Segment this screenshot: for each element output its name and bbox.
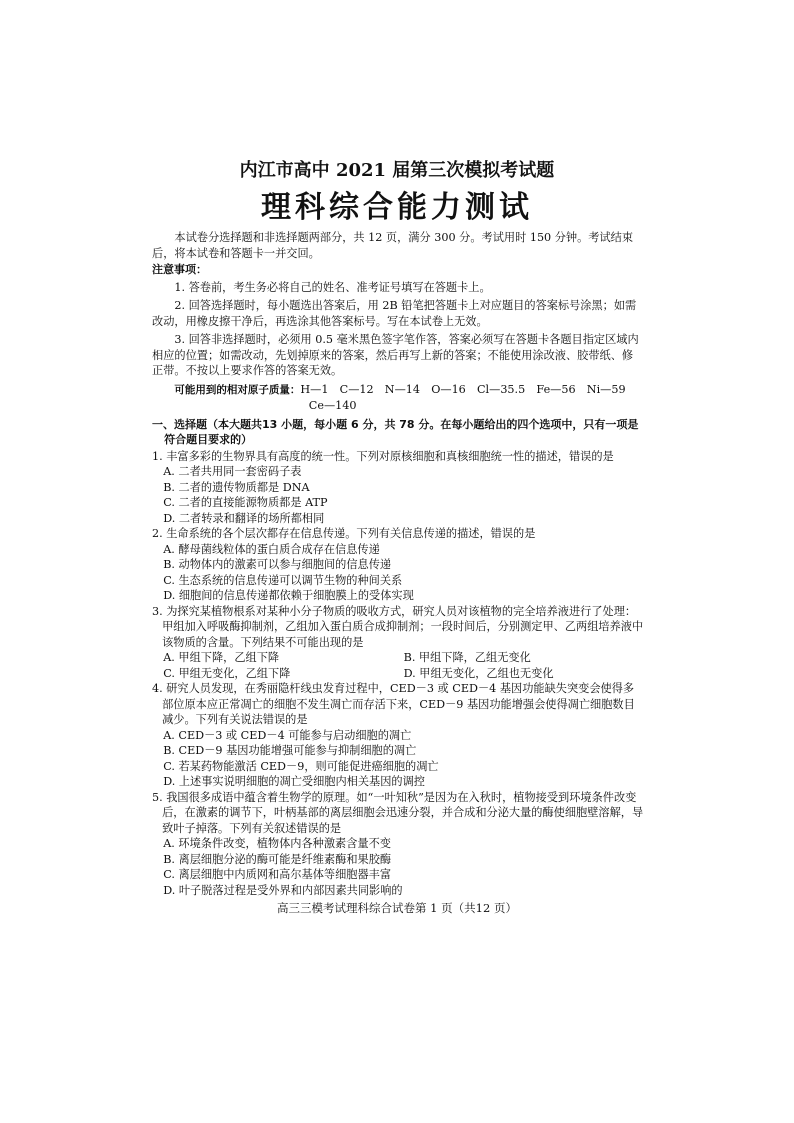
option: B. CED－9 基因功能增强可能参与抑制细胞的凋亡 [163,744,417,757]
notice-item: 1. 答卷前，考生务必将自己的姓名、准考证号填写在答题卡上。 [174,280,491,294]
atomic-masses-label: 可能用到的相对原子质量： [174,383,301,396]
question-stem: 1. 丰富多彩的生物界具有高度的统一性。下列对原核细胞和真核细胞统一性的描述，错误的是 [152,449,614,463]
section-heading: 一、选择题（本大题共13 小题，每小题 6 分，共 78 分。在每小题给出的四个选项中，只有一项是符合题目要求的） [152,417,639,446]
intro-paragraph: 本试卷分选择题和非选择题两部分，共 12 页，满分 300 分。考试用时 150 分钟。考试结束后，将本试卷和答题卡一并交回。 [152,231,634,260]
question-stem: 2. 生命系统的各个层次都存在信息传递。下列有关信息传递的描述，错误的是 [152,527,536,540]
atomic-masses [152,382,644,414]
option: B. 离层细胞分泌的酶可能是纤维素酶和果胶酶 [163,852,392,866]
notice-item: 3. 回答非选择题时，必须用 0.5 毫米黑色签字笔作答，答案必须写在答题卡各题目指定区域内相应的位置；如需改动，先划掉原来的答案，然后再写上新的答案；不能使用涂改液、胶带纸、修正带。不按以上要求作答的答案无效。 [152,333,639,377]
option: B. 二者的遗传物质都是 DNA [163,480,310,494]
option: D. 叶子脱落过程是受外界和内部因素共同影响的 [163,883,403,897]
notice-item: 2. 回答选择题时，每小题选出答案后，用 2B 铅笔把答题卡上对应题目的答案标号涂黑；如需改动，用橡皮擦干净后，再选涂其他答案标号。写在本试卷上无效。 [152,299,637,328]
page-footer: 高三三模考试理科综合试卷第 1 页（共12 页） [277,901,517,915]
question-stem: 5. 我国很多成语中蕴含着生物学的原理。如“一叶知秋”是因为在入秋时，植物接受到环境条件改变后，在激素的调节下，叶柄基部的离层细胞会迅速分裂，并合成和分泌大量的酶使细胞壁溶解，导致叶子掉落。下列有关叙述错误的是 [152,790,644,835]
atomic-masses-values: H—1 C—12 N—14 O—16 Cl—35.5 Fe—56 Ni—59 [300,382,626,396]
question-stem: 4. 研究人员发现，在秀丽隐杆线虫发育过程中，CED－3 或 CED－4 基因功能缺失突变会使得多部位原本应正常凋亡的细胞不发生凋亡而存活下来，CED－9 基因功能增强会使得凋亡细胞数目减少。下列有关说法错误的是 [152,682,635,726]
atomic-masses-values-2: Ce—140 [308,399,357,412]
option: D. 上述事实说明细胞的凋亡受细胞内相关基因的调控 [163,775,425,788]
option: D. 甲组无变化，乙组也无变化 [403,666,554,680]
option: C. 甲组无变化，乙组下降 [163,666,291,680]
option: A. 环境条件改变，植物体内各种激素含量不变 [163,837,391,850]
option-row [152,666,644,682]
option: D. 二者转录和翻译的场所都相同 [163,511,325,525]
option: C. 二者的直接能源物质都是 ATP [163,496,328,509]
notice-title: 注意事项： [152,263,207,276]
option: D. 细胞间的信息传递都依赖于细胞膜上的受体实现 [163,589,414,602]
option: A. CED－3 或 CED－4 可能参与启动细胞的凋亡 [163,728,412,742]
option: B. 甲组下降，乙组无变化 [403,651,531,664]
option: C. 离层细胞中内质网和高尔基体等细胞器丰富 [163,868,392,881]
option: C. 若某药物能激活 CED－9，则可能促进癌细胞的凋亡 [163,759,439,773]
exam-body [152,230,644,898]
exam-title: 内江市高中 2021 届第三次模拟考试题 [239,160,555,181]
option-row [152,650,644,666]
option: B. 动物体内的激素可以参与细胞间的信息传递 [163,558,392,571]
exam-subtitle: 理科综合能力测试 [261,190,533,225]
option: A. 酵母菌线粒体的蛋白质合成存在信息传递 [163,542,380,556]
option: A. 二者共用同一套密码子表 [163,465,302,478]
question-stem: 3. 为探究某植物根系对某种小分子物质的吸收方式，研究人员对该植物的完全培养液进行了处理：甲组加入呼吸酶抑制剂，乙组加入蛋白质合成抑制剂；一段时间后，分别测定甲、乙两组培养液中该物质的含量。下列结果不可能出现的是 [152,604,644,649]
option: A. 甲组下降，乙组下降 [163,651,280,664]
option: C. 生态系统的信息传递可以调节生物的种间关系 [163,573,403,587]
